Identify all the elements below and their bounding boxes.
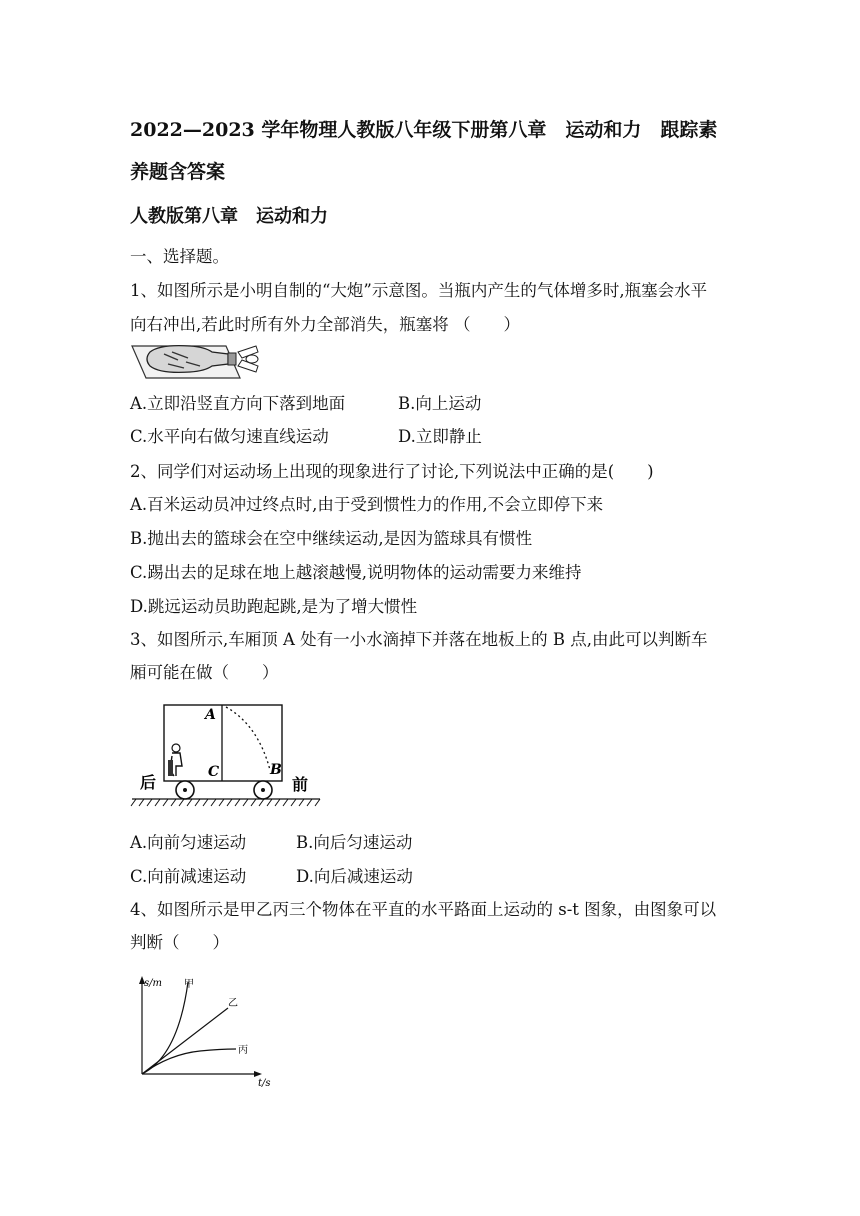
point-a-label: A	[205, 707, 216, 723]
y-axis-label: s/m	[144, 978, 162, 989]
yi-label: 乙	[228, 998, 238, 1009]
q3-option-b: B.向后匀速运动	[296, 833, 413, 852]
back-direction-label: 后	[140, 773, 157, 792]
q2-option-b: B.抛出去的篮球会在空中继续运动,是因为篮球具有惯性	[130, 529, 533, 548]
bing-label: 丙	[238, 1045, 248, 1056]
s-t-graph-figure	[130, 966, 280, 1090]
q2-option-c: C.踢出去的足球在地上越滚越慢,说明物体的运动需要力来维持	[130, 563, 582, 582]
document-title-line-2: 养题含答案	[130, 161, 226, 183]
front-direction-label: 前	[292, 775, 309, 794]
q3-stem-line-2: 厢可能在做（ ）	[130, 663, 279, 682]
q4-stem-line-1: 4、如图所示是甲乙丙三个物体在平直的水平路面上运动的 s-t 图象，由图象可以	[130, 900, 717, 919]
point-b-label: B	[270, 762, 282, 778]
q1-stem-line-1: 1、如图所示是小明自制的“大炮”示意图。当瓶内产生的气体增多时,瓶塞会水平	[130, 281, 708, 300]
q3-option-d: D.向后减速运动	[296, 867, 413, 886]
q1-stem-line-2: 向右冲出,若此时所有外力全部消失，瓶塞将 （ ）	[130, 315, 520, 334]
chapter-subtitle: 人教版第八章 运动和力	[130, 206, 328, 227]
q2-option-d: D.跳远运动员助跑起跳,是为了增大惯性	[130, 597, 418, 616]
q4-stem-line-2: 判断（ ）	[130, 933, 229, 952]
bottle-cannon-figure	[130, 338, 270, 384]
passenger-figure	[168, 744, 182, 776]
q1-option-c: C.水平向右做匀速直线运动	[130, 427, 329, 446]
document-title-line-1: 2022—2023 学年物理人教版八年级下册第八章 运动和力 跟踪素	[130, 119, 718, 141]
train-car-figure	[130, 700, 325, 810]
q1-option-d: D.立即静止	[398, 427, 482, 446]
jia-label: 甲	[184, 979, 194, 990]
q1-option-b: B.向上运动	[398, 394, 482, 413]
x-axis-label: t/s	[258, 1078, 271, 1089]
section-heading: 一、选择题。	[130, 247, 229, 266]
q1-option-a: A.立即沿竖直方向下落到地面	[130, 394, 346, 413]
point-c-label: C	[208, 764, 220, 780]
yi-line	[142, 1008, 228, 1074]
bing-curve	[142, 1049, 236, 1074]
q3-option-c: C.向前减速运动	[130, 867, 247, 886]
q3-stem-line-1: 3、如图所示,车厢顶 A 处有一小水滴掉下并落在地板上的 B 点,由此可以判断车	[130, 630, 708, 649]
q2-option-a: A.百米运动员冲过终点时,由于受到惯性力的作用,不会立即停下来	[130, 495, 604, 514]
q3-option-a: A.向前匀速运动	[130, 833, 247, 852]
q2-stem: 2、同学们对运动场上出现的现象进行了讨论,下列说法中正确的是( )	[130, 462, 654, 481]
